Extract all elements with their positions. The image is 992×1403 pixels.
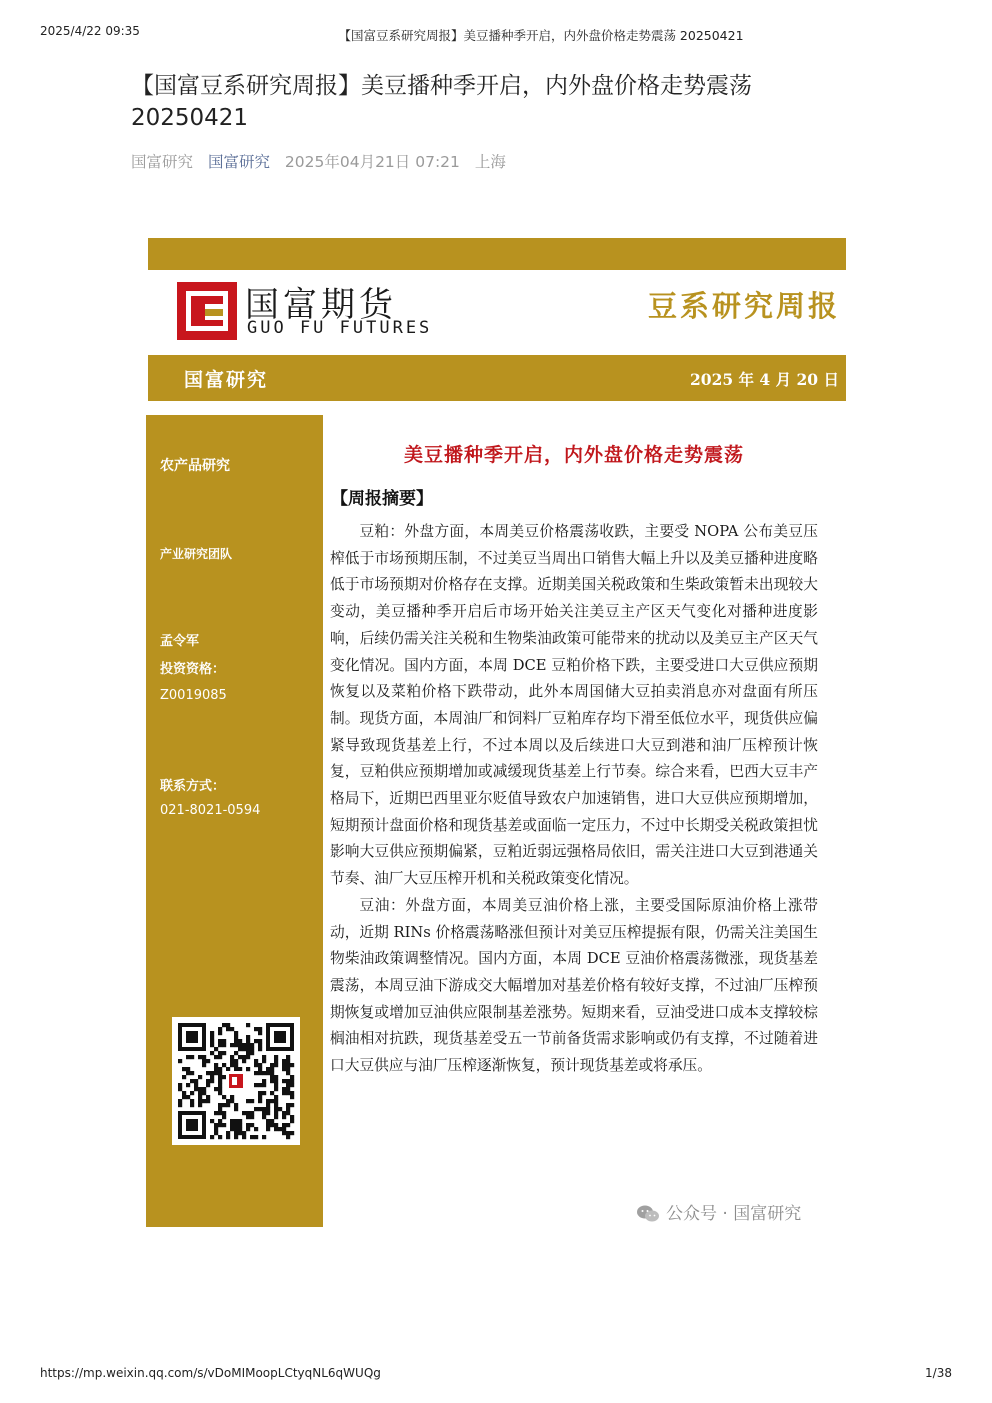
sidebar-contact-label: 联系方式： bbox=[160, 779, 226, 794]
print-url: https://mp.weixin.qq.com/s/vDoMIMoopLCtyqNL6qWUQg bbox=[40, 1366, 381, 1380]
qr-code-icon bbox=[172, 1017, 300, 1145]
report-series-title: 豆系研究周报 bbox=[648, 289, 841, 323]
meta-author: 国富研究 bbox=[131, 153, 194, 171]
sidebar-analyst: 孟令军 bbox=[160, 634, 200, 649]
report-top-bar bbox=[148, 238, 846, 270]
sidebar-contact-phone: 021-8021-0594 bbox=[160, 803, 261, 818]
guofu-logo-icon bbox=[177, 282, 237, 340]
paragraph-soyoil: 豆油：外盘方面，本周美豆油价格上涨，主要受国际原油价格上涨带动，近期 RINs 价格震荡略涨但预计对美豆压榨提振有限，仍需关注美国生物柴油政策调整情况。国内方面，本周 DCE 豆油价格震荡微涨，现货基差震荡，本周豆油下游成交大幅增加对基差价格有较好支撑，不过油厂压榨预期恢复或增加豆油供应限制基差涨势。短期来看，豆油受进口成本支撑较棕榈油相对抗跌，现货基差受五一节前备货需求影响或仍有支撑，不过随着进口大豆供应与油厂压榨逐渐恢复，预计现货基差或将承压。 bbox=[330, 896, 818, 1075]
brand-name-cn: 国富期货 bbox=[245, 285, 397, 325]
report-headline: 美豆播种季开启，内外盘价格走势震荡 bbox=[403, 444, 744, 466]
sidebar-qualification-id: Z0019085 bbox=[160, 688, 227, 703]
meta-datetime: 2025年04月21日 07:21 bbox=[284, 153, 460, 171]
print-datetime: 2025/4/22 09:35 bbox=[40, 24, 140, 38]
sidebar-qualification-label: 投资资格： bbox=[160, 662, 226, 677]
paragraph-soymeal: 豆粕：外盘方面，本周美豆价格震荡收跌，主要受 NOPA 公布美豆压榨低于市场预期压制，不过美豆当周出口销售大幅上升以及美豆播种进度略低于市场预期对价格存在支撑。近期美国关税政策和生柴政策暂未出现较大变动，美豆播种季开启后市场开始关注美豆主产区天气变化对播种进度影响，后续仍需关注关税和生物柴油政策可能带来的扰动以及美豆主产区天气变化情况。国内方面，本周 DCE 豆粕价格下跌，主要受进口大豆供应预期恢复以及菜粕价格下跌带动，此外本周国储大豆拍卖消息亦对盘面有所压制。现货方面，本周油厂和饲料厂豆粕库存均下滑至低位水平，现货供应偏紧导致现货基差上行，不过本周以及后续进口大豆到港和油厂压榨预计恢复，豆粕供应预期增加或减缓现货基差上行节奏。综合来看，巴西大豆丰产格局下，近期巴西里亚尔贬值导致农户加速销售，进口大豆供应预期增加，短期预计盘面价格和现货基差或面临一定压力，不过中长期受关税政策担忧影响大豆供应预期偏紧，豆粕近弱远强格局依旧，需关注进口大豆到港通关节奏、油厂大豆压榨开机和关税政策变化情况。 bbox=[330, 523, 818, 888]
band-label: 国富研究 bbox=[184, 369, 269, 391]
wechat-watermark bbox=[636, 1199, 801, 1224]
watermark-text: 公众号 · 国富研究 bbox=[666, 1204, 802, 1224]
print-title: 【国富豆系研究周报】美豆播种季开启，内外盘价格走势震荡 20250421 bbox=[338, 28, 744, 43]
page-number: 1/38 bbox=[925, 1366, 952, 1380]
summary-heading: 【周报摘要】 bbox=[331, 489, 433, 509]
meta-account-link[interactable]: 国富研究 bbox=[207, 153, 270, 171]
meta-location: 上海 bbox=[474, 153, 506, 171]
report-date: 2025 年 4 月 20 日 bbox=[690, 370, 839, 389]
brand-name-en: GUO FU FUTURES bbox=[247, 318, 433, 338]
sidebar-category: 农产品研究 bbox=[160, 458, 230, 474]
wechat-icon bbox=[636, 1204, 660, 1224]
article-meta bbox=[131, 150, 516, 172]
article-title: 【国富豆系研究周报】美豆播种季开启，内外盘价格走势震荡 20250421 bbox=[131, 73, 752, 131]
sidebar-team: 产业研究团队 bbox=[160, 547, 233, 561]
summary-body bbox=[330, 519, 818, 1080]
